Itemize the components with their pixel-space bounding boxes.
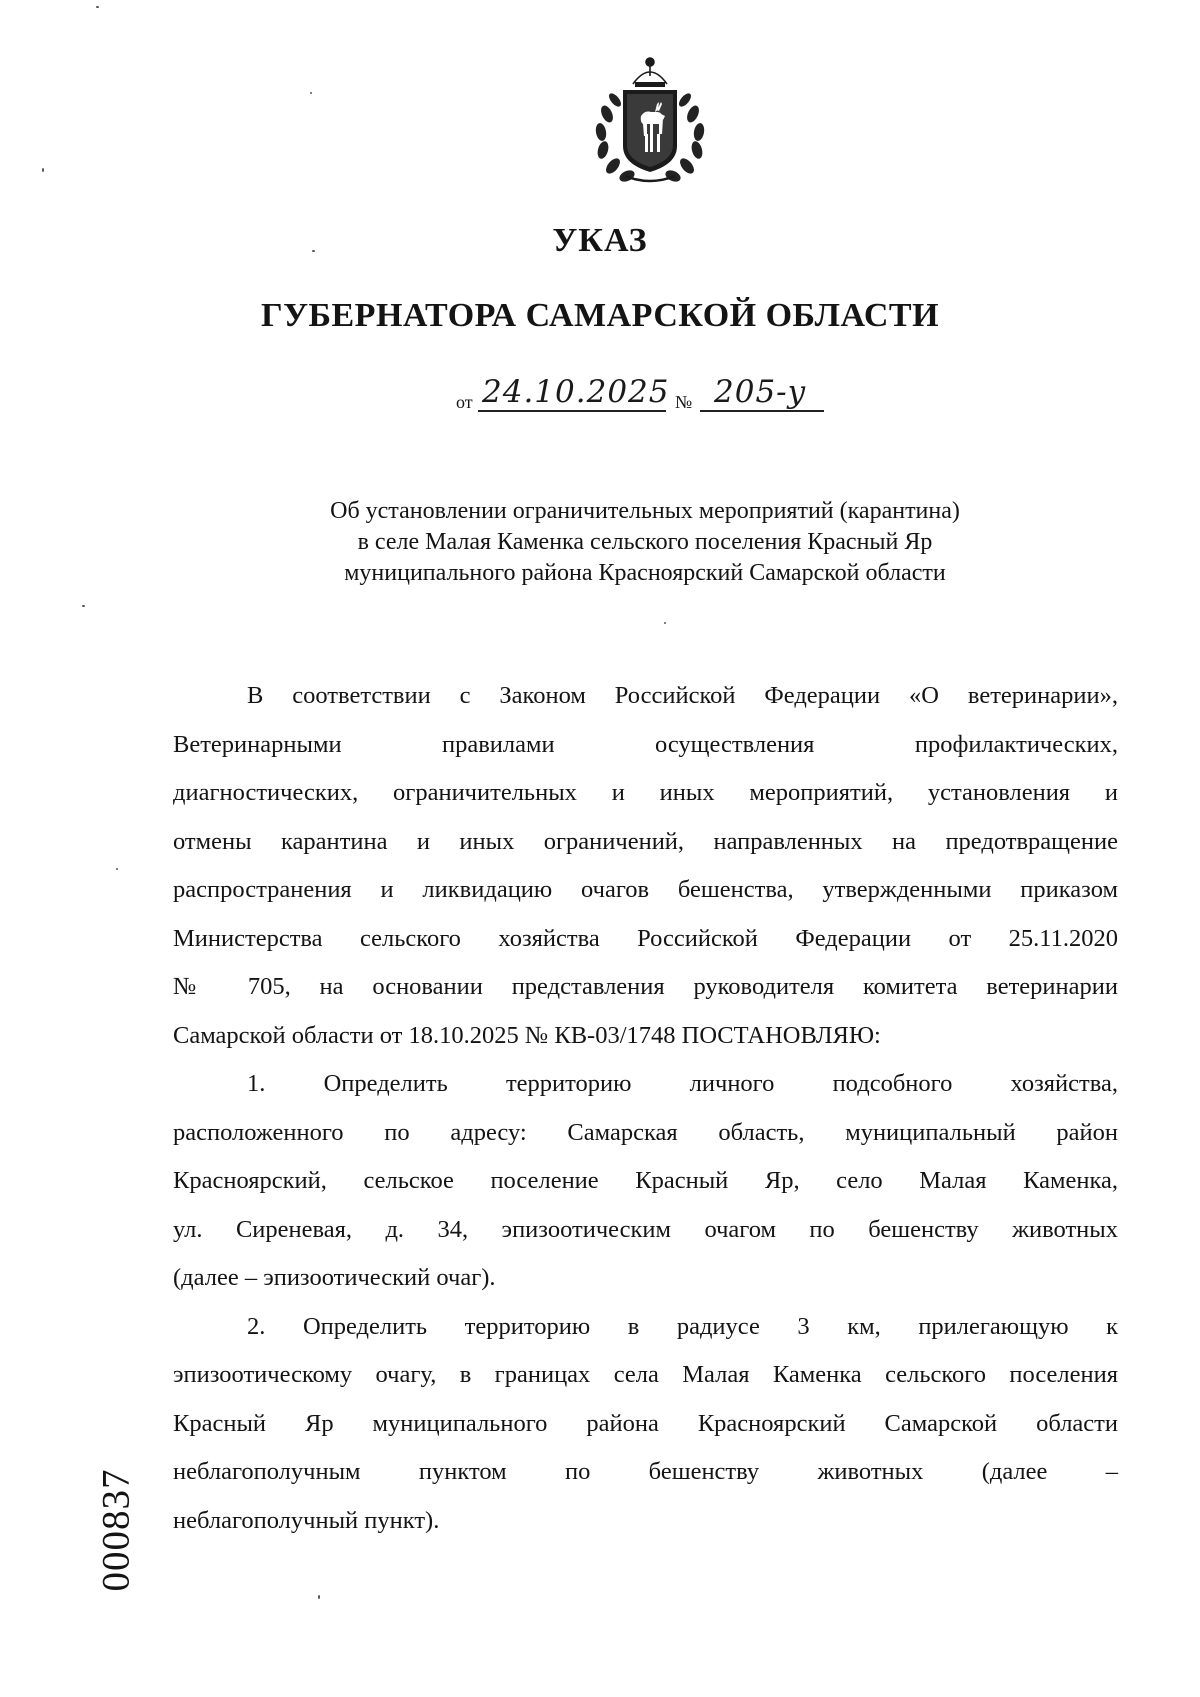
body-line: № 705, на основании представления руководителя комитета ветеринарии [173, 973, 1118, 1000]
scan-speck [312, 250, 315, 252]
coat-of-arms-emblem [585, 54, 715, 186]
item1-line: (далее – эпизоотический очаг). [173, 1264, 496, 1291]
date-prefix: от [456, 392, 473, 412]
subject-line: муниципального района Красноярский Самарской области [344, 560, 946, 586]
item2-line: неблагополучный пункт). [173, 1506, 440, 1534]
body-line: отмены карантина и иных ограничений, направленных на предотвращение [173, 827, 1118, 855]
scan-speck [42, 168, 44, 172]
subject-line: Об установлении ограничительных мероприятий (карантина) [330, 498, 960, 524]
decree-body [173, 672, 1118, 1545]
number-underline [700, 410, 824, 412]
body-line: диагностических, ограничительных и иных мероприятий, установления и [173, 779, 1118, 806]
item2-line: Красный Яр муниципального района Красноярский Самарской области [173, 1409, 1118, 1437]
item1-line: расположенного по адресу: Самарская область, муниципальный район [173, 1118, 1118, 1146]
item2-line: 2. Определить территорию в радиусе 3 км, прилегающую к [247, 1312, 1118, 1340]
date-number-line [456, 376, 856, 416]
item1-line: Красноярский, сельское поселение Красный Яр, село Малая Каменка, [173, 1167, 1118, 1194]
handwritten-number: 205-у [714, 374, 807, 410]
body-line: Ветеринарными правилами осуществления профилактических, [173, 730, 1118, 758]
number-prefix: № [675, 392, 693, 412]
item1-line: 1. Определить территорию личного подсобного хозяйства, [247, 1070, 1118, 1097]
item2-line: эпизоотическому очагу, в границах села Малая Каменка сельского поселения [173, 1361, 1118, 1388]
scan-speck [664, 622, 666, 624]
document-subtitle: ГУБЕРНАТОРА САМАРСКОЙ ОБЛАСТИ [260, 297, 940, 334]
body-line: Министерства сельского хозяйства Российской Федерации от 25.11.2020 [173, 924, 1118, 952]
item1-line: ул. Сиреневая, д. 34, эпизоотическим очагом по бешенству животных [173, 1215, 1118, 1243]
scan-speck [96, 6, 99, 8]
scan-speck [310, 92, 312, 94]
subject-line: в селе Малая Каменка сельского поселения Красный Яр [357, 529, 933, 555]
date-underline [478, 410, 666, 412]
side-serial-number: 000837 [94, 1468, 138, 1592]
item2-line: неблагополучным пунктом по бешенству животных (далее – [173, 1458, 1118, 1485]
decree-subject [0, 496, 1200, 589]
scan-speck [82, 605, 85, 607]
scan-speck [116, 868, 118, 870]
scan-speck [318, 1595, 320, 1599]
document-title: УКАЗ [552, 222, 648, 259]
body-line: В соответствии с Законом Российской Федерации «О ветеринарии», [247, 682, 1118, 709]
body-line: Самарской области от 18.10.2025 № КВ-03/1748 ПОСТАНОВЛЯЮ: [173, 1021, 881, 1049]
body-line: распространения и ликвидацию очагов бешенства, утвержденными приказом [173, 876, 1118, 903]
handwritten-date: 24.10.2025 [482, 374, 670, 410]
